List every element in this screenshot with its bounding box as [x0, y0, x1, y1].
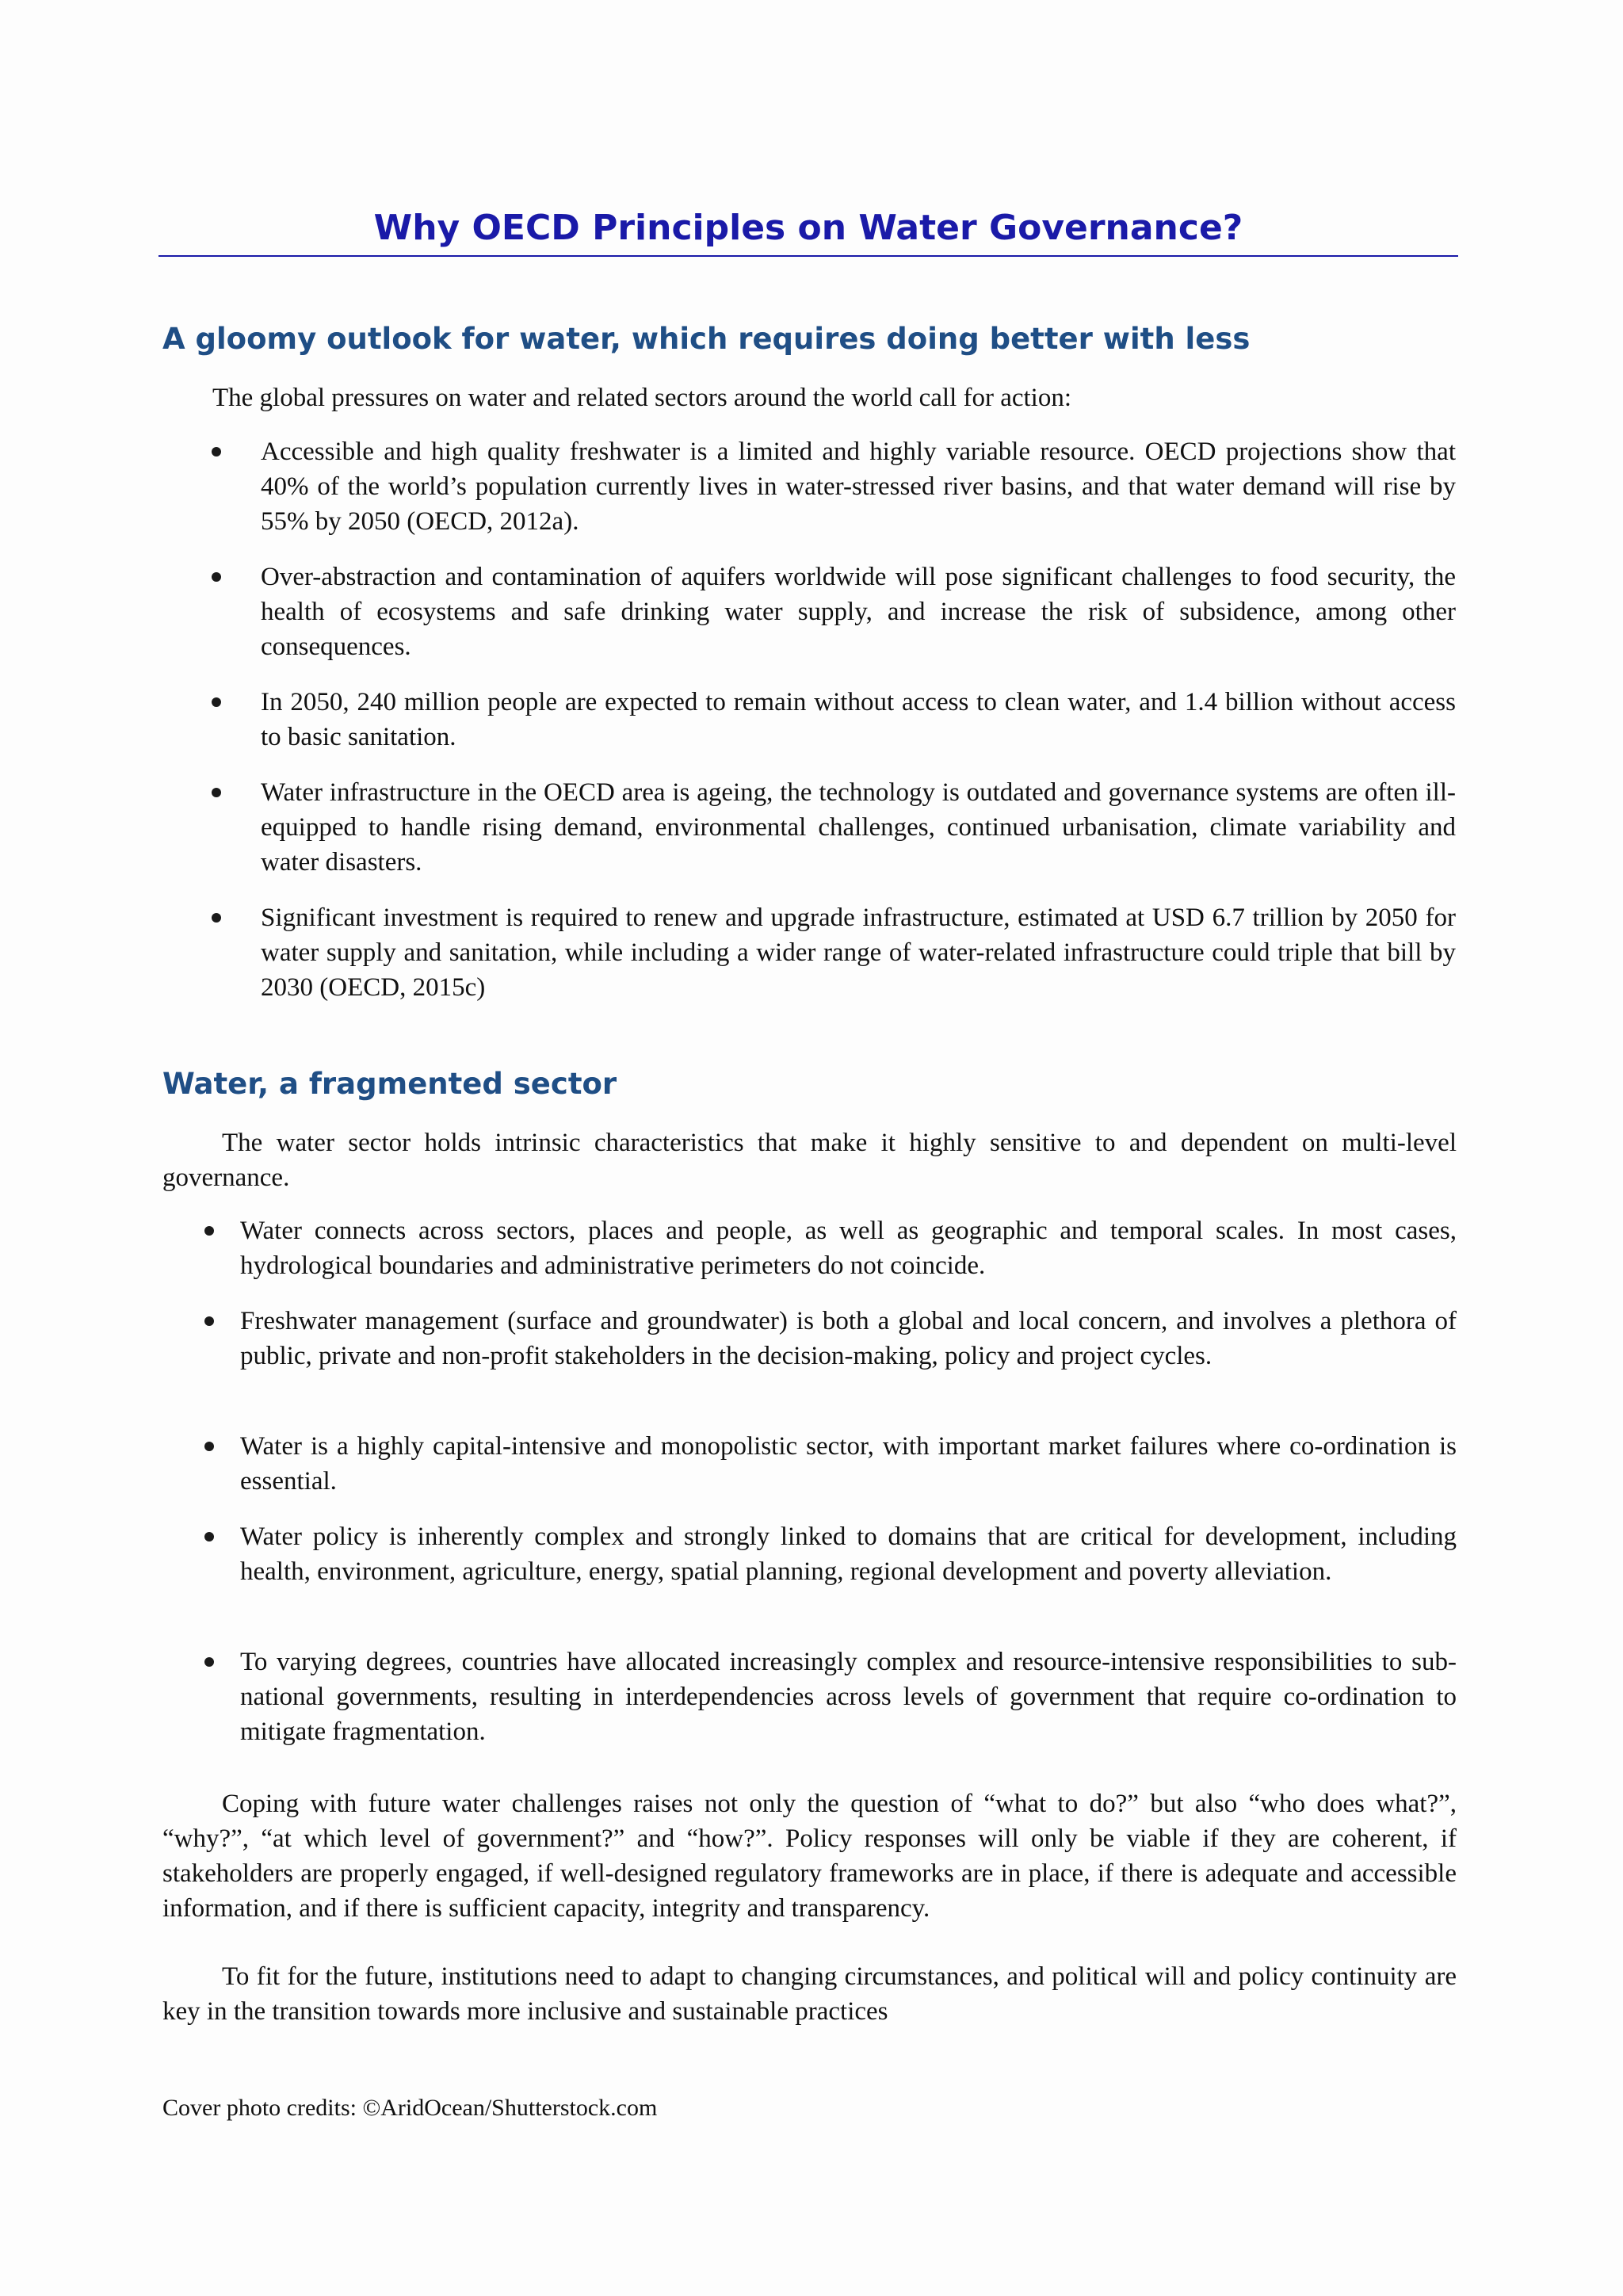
section2-bullet-1: Water connects across sectors, places and people, as well as geographic and temporal scales. In most cases, hydrological boundaries and administrative perimeters do not coincide. — [240, 1217, 1457, 1280]
page-title: Why OECD Principles on Water Governance? — [373, 208, 1243, 248]
section2-intro: The water sector holds intrinsic characteristics that make it highly sensitive to and dependent on multi-level governance. — [162, 1129, 1457, 1192]
title-underline — [158, 255, 1458, 257]
bullet-icon — [204, 1532, 214, 1541]
bullet-icon — [212, 697, 221, 707]
section2-heading: Water, a fragmented sector — [162, 1067, 617, 1101]
section2-paragraph-1: Coping with future water challenges raises not only the question of “what to do?” but also “who does what?”, “why?”, “at which level of government?” and “how?”. Policy responses will only be viable if they are coherent, if stakeholders are properly engaged, if well-designed regulatory frameworks are in place, if there is adequate and accessible information, and if there is sufficient capacity, integrity and transparency. — [162, 1790, 1457, 1923]
section2-bullet-5: To varying degrees, countries have allocated increasingly complex and resource-intensive responsibilities to sub-national governments, resulting in interdependencies across levels of government that require co-ordination to mitigate fragmentation. — [240, 1648, 1457, 1746]
section1-bullet-4: Water infrastructure in the OECD area is ageing, the technology is outdated and governance systems are often ill-equipped to handle rising demand, environmental challenges, continued urbanisation, climate variability and water disasters. — [261, 778, 1456, 877]
cover-photo-credits: Cover photo credits: ©AridOcean/Shutterstock.com — [162, 2095, 658, 2121]
section1-intro: The global pressures on water and related sectors around the world call for action: — [212, 384, 1072, 412]
bullet-icon — [204, 1442, 214, 1451]
bullet-icon — [212, 788, 221, 797]
section2-bullet-4: Water policy is inherently complex and strongly linked to domains that are critical for development, including health, environment, agriculture, energy, spatial planning, regional development and poverty alleviation. — [240, 1522, 1457, 1586]
section2-paragraph-2: To fit for the future, institutions need to adapt to changing circumstances, and political will and policy continuity are key in the transition towards more inclusive and sustainable practices — [162, 1962, 1457, 2026]
bullet-icon — [212, 572, 221, 582]
section1-bullet-2: Over-abstraction and contamination of aquifers worldwide will pose significant challenges to food security, the health of ecosystems and safe drinking water supply, and increase the risk of subsidence, among other consequences. — [261, 563, 1456, 661]
section2-bullet-2: Freshwater management (surface and groundwater) is both a global and local concern, and involves a plethora of public, private and non-profit stakeholders in the decision-making, policy and project cycles. — [240, 1307, 1457, 1370]
bullet-icon — [212, 913, 221, 923]
section2-bullet-3: Water is a highly capital-intensive and monopolistic sector, with important market failures where co-ordination is essential. — [240, 1432, 1457, 1496]
bullet-icon — [212, 447, 221, 457]
bullet-icon — [204, 1316, 214, 1326]
bullet-icon — [204, 1226, 214, 1236]
bullet-icon — [204, 1657, 214, 1667]
section1-bullet-3: In 2050, 240 million people are expected to remain without access to clean water, and 1.4 billion without access to basic sanitation. — [261, 688, 1456, 751]
section1-heading: A gloomy outlook for water, which requires doing better with less — [162, 322, 1251, 356]
section1-bullet-5: Significant investment is required to renew and upgrade infrastructure, estimated at USD 6.7 trillion by 2050 for water supply and sanitation, while including a wider range of water-related infrastructure could triple that bill by 2030 (OECD, 2015c) — [261, 904, 1456, 1002]
section1-bullet-1: Accessible and high quality freshwater is a limited and highly variable resource. OECD projections show that 40% of the world’s population currently lives in water-stressed river basins, and that water demand will rise by 55% by 2050 (OECD, 2012a). — [261, 437, 1456, 536]
